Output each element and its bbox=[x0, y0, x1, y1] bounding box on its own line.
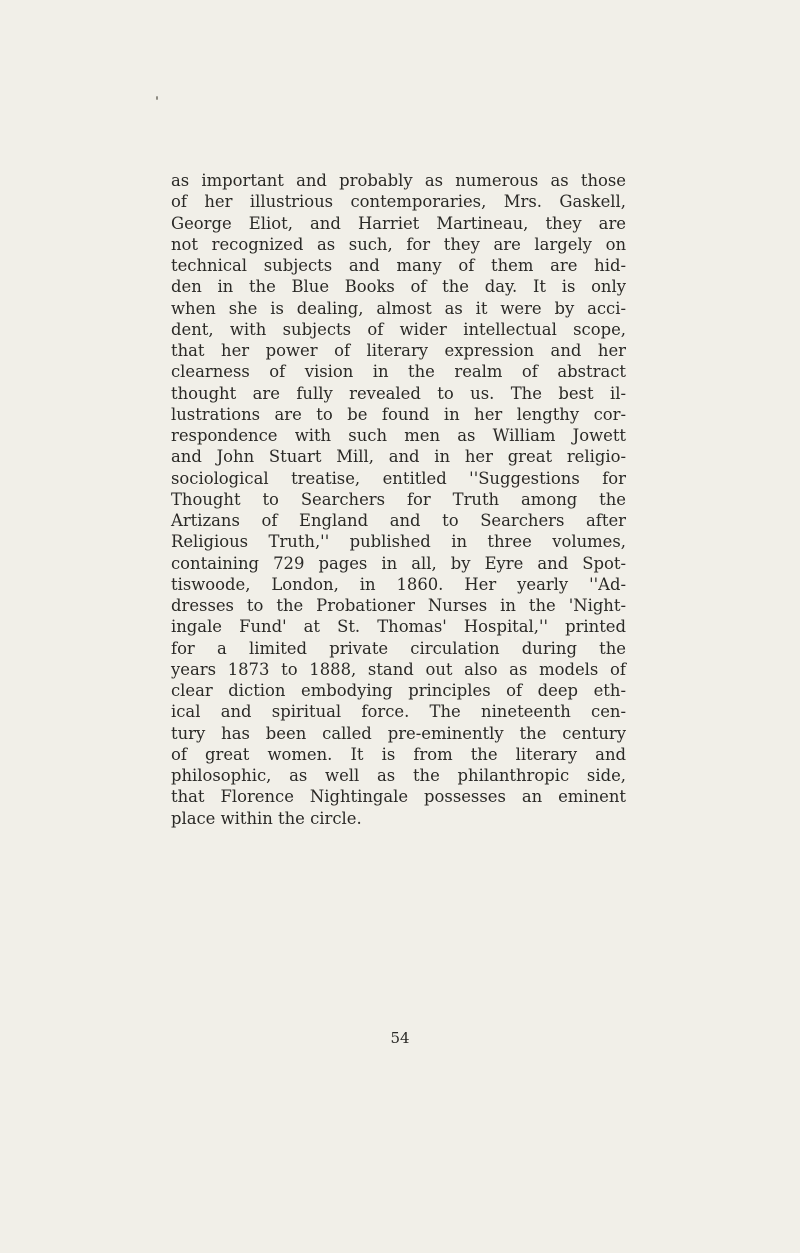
text-line: Thought to Searchers for Truth among the bbox=[171, 489, 626, 509]
text-line: technical subjects and many of them are hid- bbox=[171, 256, 626, 275]
text-line: thought are fully revealed to us. The best il- bbox=[171, 383, 626, 403]
text-line: den in the Blue Books of the day. It is only bbox=[171, 277, 626, 297]
text-line: of her illustrious contemporaries, Mrs. Gaskell, bbox=[171, 192, 626, 212]
text-line: philosophic, as well as the philanthropic side, bbox=[171, 766, 626, 785]
text-line: when she is dealing, almost as it were by acci- bbox=[171, 298, 626, 318]
text-line: not recognized as such, for they are largely on bbox=[171, 234, 626, 254]
text-line: clearness of vision in the realm of abstract bbox=[171, 362, 626, 382]
text-line: tiswoode, London, in 1860. Her yearly ''Ad- bbox=[171, 574, 626, 594]
text-line: place within the circle. bbox=[171, 808, 362, 828]
text-line: clear diction embodying principles of deep eth- bbox=[171, 681, 626, 700]
page-number: 54 bbox=[390, 1029, 410, 1047]
text-line: Artizans of England and to Searchers after bbox=[171, 511, 626, 530]
text-line: containing 729 pages in all, by Eyre and Spot- bbox=[171, 553, 626, 573]
text-line: for a limited private circulation during the bbox=[171, 638, 626, 658]
text-line: as important and probably as numerous as those bbox=[171, 171, 626, 190]
text-line: that her power of literary expression and her bbox=[171, 341, 626, 360]
ink-speck bbox=[156, 96, 158, 100]
text-line: and John Stuart Mill, and in her great religio- bbox=[171, 447, 626, 467]
text-line: sociological treatise, entitled ''Suggestions for bbox=[171, 468, 626, 488]
text-line: of great women. It is from the literary and bbox=[171, 744, 626, 764]
text-line: respondence with such men as William Jowett bbox=[171, 426, 626, 445]
text-line: ingale Fund' at St. Thomas' Hospital,'' printed bbox=[171, 617, 626, 637]
text-line: Religious Truth,'' published in three volumes, bbox=[171, 532, 626, 552]
text-line: ical and spiritual force. The nineteenth cen- bbox=[171, 702, 626, 722]
text-line: dresses to the Probationer Nurses in the 'Night- bbox=[171, 596, 626, 615]
text-line: dent, with subjects of wider intellectual scope, bbox=[171, 319, 626, 339]
text-line: years 1873 to 1888, stand out also as models of bbox=[171, 659, 626, 679]
text-line: tury has been called pre-eminently the century bbox=[171, 723, 626, 743]
text-line: that Florence Nightingale possesses an eminent bbox=[171, 787, 626, 807]
text-line: George Eliot, and Harriet Martineau, they are bbox=[171, 213, 626, 233]
text-line: lustrations are to be found in her lengthy cor- bbox=[171, 404, 626, 424]
body-text bbox=[171, 170, 626, 829]
